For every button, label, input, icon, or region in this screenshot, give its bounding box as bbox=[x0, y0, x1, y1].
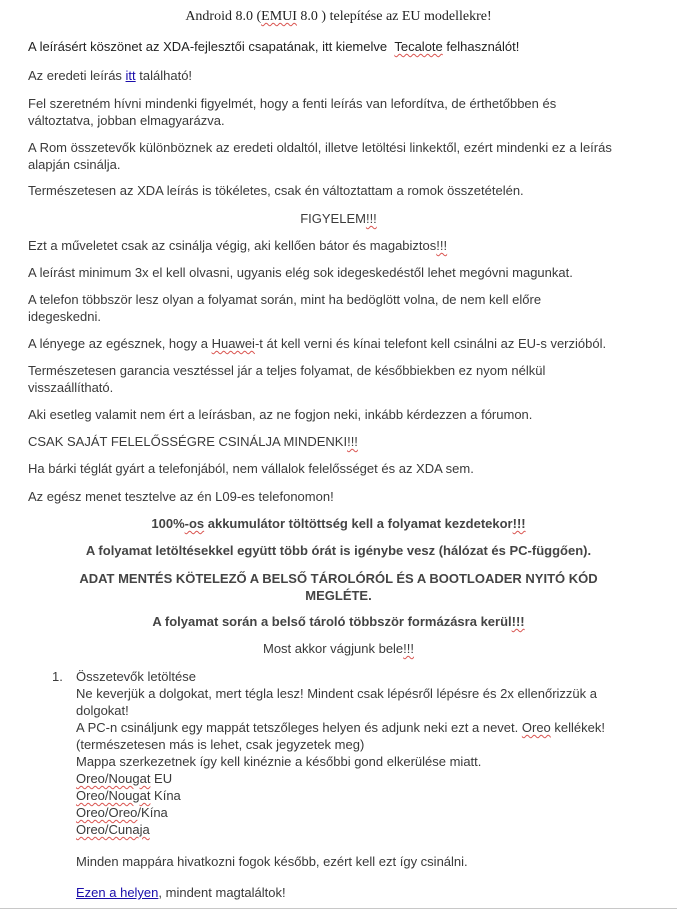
paragraph-warranty-2: visszaállítható. bbox=[28, 380, 114, 395]
page-bottom-divider bbox=[0, 908, 677, 909]
paragraph-original-source: Az eredeti leírás itt található! bbox=[28, 68, 193, 83]
step-heading: Összetevők letöltése bbox=[76, 669, 196, 684]
paragraph-warranty-1: Természetesen garancia vesztéssel jár a teljes folyamat, de későbbiekben ez nyom nélkül bbox=[28, 363, 546, 378]
folder-path: Oreo/Oreo/Kína bbox=[76, 805, 168, 820]
notice-backup-1: ADAT MENTÉS KÖTELEZŐ A BELSŐ TÁROLÓRÓL ÉS A BOOTLOADER NYITÓ KÓD bbox=[79, 571, 598, 586]
paragraph-rom-diff-1: A Rom összetevők különböznek az eredeti oldaltól, illetve letöltési linkektől, ezért mindenki ez a leírás bbox=[28, 140, 612, 155]
notice-hours: A folyamat letöltésekkel együtt több órát is igénybe vesz (hálózat és PC-függően). bbox=[85, 543, 592, 558]
paragraph-read3x: A leírást minimum 3x el kell olvasni, ugyanis elég sok idegeskedéstől lehet megóvni magunkat. bbox=[28, 265, 573, 280]
paragraph-perfect: Természetesen az XDA leírás is tökéletes, csak én változtattam a romok összetételén. bbox=[28, 183, 524, 198]
paragraph-attention-2: változtatva, jobban elmagyarázva. bbox=[28, 113, 225, 128]
warning-heading: FIGYELEM!!! bbox=[300, 211, 377, 226]
step-folders-intro: Mappa szerkezetnek így kell kinéznie a későbbi gond elkerülése miatt. bbox=[76, 754, 482, 769]
paragraph-brave: Ezt a műveletet csak az csinálja végig, aki kellően bátor és magabiztos!!! bbox=[28, 238, 448, 253]
paragraph-bricked-1: A telefon többször lesz olyan a folyamat során, mint ha bedöglött volna, de nem kell előre bbox=[28, 292, 542, 307]
paragraph-rom-diff-2: alapján csinálja. bbox=[28, 157, 121, 172]
step-pc-folder: A PC-n csináljunk egy mappát tetszőleges helyen és adjunk neki ezt a nevet. Oreo kellékek! bbox=[76, 720, 605, 735]
paragraph-thanks: A leírásért köszönet az XDA-fejlesztői csapatának, itt kiemelve Tecalote felhasználót! bbox=[28, 39, 520, 54]
step-desc-2: dolgokat! bbox=[76, 703, 129, 718]
step-number: 1. bbox=[52, 669, 63, 684]
original-link[interactable]: itt bbox=[125, 68, 136, 83]
folder-path: Oreo/Nougat EU bbox=[76, 771, 173, 786]
notice-backup-2: MEGLÉTE. bbox=[305, 588, 372, 603]
notice-battery: 100%-os akkumulátor töltöttség kell a folyamat kezdetekor!!! bbox=[151, 516, 526, 531]
step-note: (természetesen más is lehet, csak jegyzetek meg) bbox=[76, 737, 365, 752]
download-link[interactable]: Ezen a helyen bbox=[76, 885, 159, 900]
paragraph-forum: Aki esetleg valamit nem ért a leírásban, az ne fogjon neki, inkább kérdezzen a fórumon. bbox=[28, 407, 533, 422]
step-desc-1: Ne keverjük a dolgokat, mert tégla lesz! Mindent csak lépésről lépésre és 2x ellenőrizzük a bbox=[76, 686, 597, 701]
paragraph-start: Most akkor vágjunk bele!!! bbox=[262, 641, 415, 656]
notice-format: A folyamat során a belső tároló többször formázásra kerül!!! bbox=[152, 614, 525, 629]
paragraph-own-risk: CSAK SAJÁT FELELŐSSÉGRE CSINÁLJA MINDENKI!!! bbox=[28, 434, 358, 449]
folder-path: Oreo/Cunaja bbox=[76, 822, 150, 837]
paragraph-bricked-2: idegeskedni. bbox=[28, 309, 101, 324]
folder-path: Oreo/Nougat Kína bbox=[76, 788, 181, 803]
paragraph-essence: A lényege az egésznek, hogy a Huawei-t át kell verni és kínai telefont kell csinálni az EU-s verzióból. bbox=[28, 336, 607, 351]
paragraph-attention-1: Fel szeretném hívni mindenki figyelmét, hogy a fenti leírás van lefordítva, de érthetőbben és bbox=[28, 96, 557, 111]
step-later-note: Minden mappára hivatkozni fogok később, ezért kell ezt így csinálni. bbox=[76, 854, 468, 869]
paragraph-no-responsibility: Ha bárki téglát gyárt a telefonjából, nem vállalok felelősséget és az XDA sem. bbox=[28, 461, 474, 476]
step-link-line: Ezen a helyen, mindent magtaláltok! bbox=[76, 885, 286, 900]
paragraph-tested: Az egész menet tesztelve az én L09-es telefonomon! bbox=[28, 489, 334, 504]
document-title: Android 8.0 (EMUI 8.0 ) telepítése az EU modellekre! bbox=[185, 9, 492, 24]
